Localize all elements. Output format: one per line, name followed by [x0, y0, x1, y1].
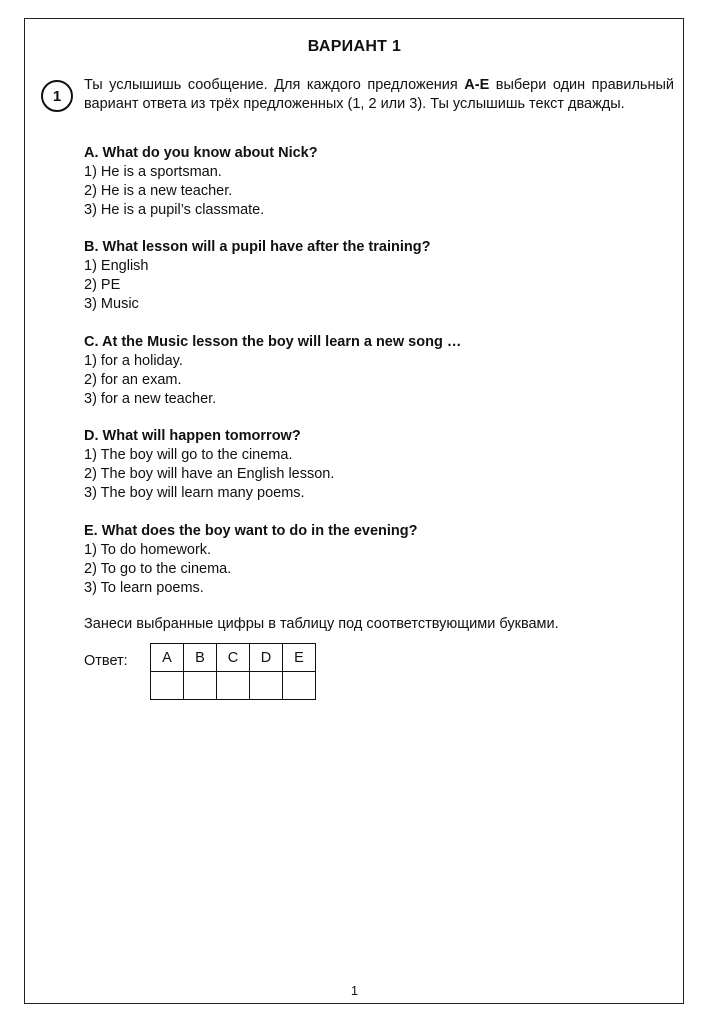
- answer-header-e: E: [283, 644, 316, 672]
- answer-option: 3) He is a pupil’s classmate.: [84, 202, 265, 218]
- question-d: [84, 427, 684, 503]
- task-instruction: [84, 76, 674, 113]
- answer-header-c: C: [217, 644, 250, 672]
- answer-option: 2) He is a new teacher.: [84, 183, 233, 199]
- answer-cell-c[interactable]: [217, 672, 250, 700]
- answer-header-b: B: [184, 644, 217, 672]
- answer-label: Ответ:: [84, 653, 128, 669]
- answer-option: 3) The boy will learn many poems.: [84, 485, 305, 501]
- task-number-badge: 1: [41, 80, 73, 112]
- page-title: ВАРИАНТ 1: [307, 38, 402, 55]
- answer-cell-e[interactable]: [283, 672, 316, 700]
- question-c: [84, 333, 684, 409]
- question-text: E. What does the boy want to do in the evening?: [84, 523, 418, 539]
- answer-option: 3) To learn poems.: [84, 580, 204, 596]
- answer-option: 1) The boy will go to the cinema.: [84, 447, 293, 463]
- question-a: [84, 144, 684, 220]
- answer-cell-d[interactable]: [250, 672, 283, 700]
- answer-option: 3) for a new teacher.: [84, 391, 217, 407]
- answer-option: 2) To go to the cinema.: [84, 561, 232, 577]
- answer-header-d: D: [250, 644, 283, 672]
- answer-header-a: A: [151, 644, 184, 672]
- question-e: [84, 522, 684, 598]
- instruction-text-end: выбери один правильный вариант ответа из трёх предложенных (1, 2 или 3). Ты услышишь текст дважды.: [84, 77, 674, 112]
- question-b: [84, 238, 684, 314]
- question-text: C. At the Music lesson the boy will learn a new song …: [84, 334, 462, 350]
- answer-option: 1) English: [84, 258, 149, 274]
- question-text: D. What will happen tomorrow?: [84, 428, 301, 444]
- answer-option: 2) The boy will have an English lesson.: [84, 466, 335, 482]
- table-instruction: Занеси выбранные цифры в таблицу под соответствующими буквами.: [84, 616, 559, 632]
- answer-option: 1) To do homework.: [84, 542, 212, 558]
- answer-option: 2) PE: [84, 277, 121, 293]
- answer-cell-a[interactable]: [151, 672, 184, 700]
- answer-table-input-row: [151, 672, 316, 700]
- answer-option: 3) Music: [84, 296, 139, 312]
- answer-option: 1) He is a sportsman.: [84, 164, 222, 180]
- answer-option: 1) for a holiday.: [84, 353, 183, 369]
- answer-table: [150, 643, 316, 700]
- answer-option: 2) for an exam.: [84, 372, 182, 388]
- instruction-letters: A-E: [464, 77, 490, 93]
- page-number: 1: [350, 983, 359, 998]
- question-text: A. What do you know about Nick?: [84, 145, 318, 161]
- question-text: B. What lesson will a pupil have after the training?: [84, 239, 431, 255]
- answer-cell-b[interactable]: [184, 672, 217, 700]
- answer-table-header-row: [151, 644, 316, 672]
- instruction-text-start: Ты услышишь сообщение. Для каждого предложения: [84, 77, 465, 93]
